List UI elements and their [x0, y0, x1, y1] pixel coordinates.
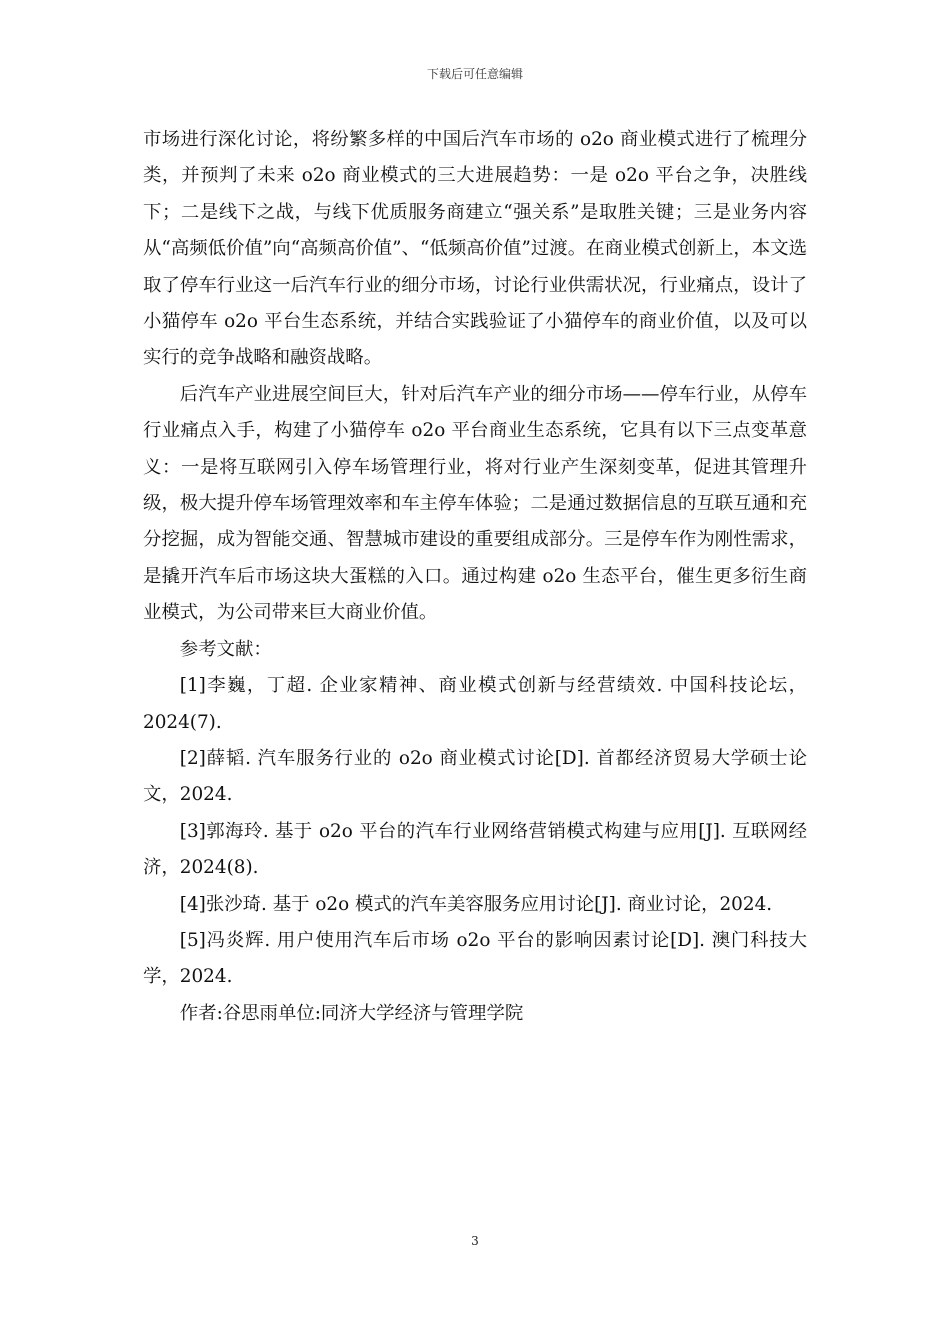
- page-header: 下载后可任意编辑: [426, 67, 523, 81]
- reference-item-5: [5]冯炎辉. 用户使用汽车后市场 o2o 平台的影响因素讨论[D]. 澳门科技大学，2024.: [143, 929, 807, 988]
- reference-item-3: [3]郭海玲. 基于 o2o 平台的汽车行业网络营销模式构建与应用[J]. 互联网经济，2024(8).: [143, 820, 807, 879]
- page-number: 3: [471, 1234, 479, 1248]
- reference-item-2: [2]薛韬. 汽车服务行业的 o2o 商业模式讨论[D]. 首都经济贸易大学硕士论文，2024.: [143, 747, 807, 806]
- reference-item-4: [4]张沙琦. 基于 o2o 模式的汽车美容服务应用讨论[J]. 商业讨论，2024.: [179, 893, 773, 915]
- references-heading: 参考文献：: [179, 638, 272, 660]
- author-affiliation: 作者:谷思雨单位:同济大学经济与管理学院: [179, 1002, 524, 1024]
- reference-item-1: [1]李巍，丁超. 企业家精神、商业模式创新与经营绩效. 中国科技论坛，2024(7).: [143, 675, 807, 733]
- body-paragraph-1: 市场进行深化讨论，将纷繁多样的中国后汽车市场的 o2o 商业模式进行了梳理分类，并预判了未来 o2o 商业模式的三大进展趋势：一是 o2o 平台之争，决胜线下；二是线下之战，与线下优质服务商建立“强关系”是取胜关键；三是业务内容从“高频低价值”向“高频高价值”、“低频高价值”过渡。在商业模式创新上，本文选取了停车行业这一后汽车行业的细分市场，讨论行业供需状况，行业痛点，设计了小猫停车 o2o 平台生态系统，并结合实践验证了小猫停车的商业价值，以及可以实行的竞争战略和融资战略。: [143, 129, 807, 369]
- body-paragraph-2: 后汽车产业进展空间巨大，针对后汽车产业的细分市场——停车行业，从停车行业痛点入手，构建了小猫停车 o2o 平台商业生态系统，它具有以下三点变革意义：一是将互联网引入停车场管理行业，将对行业产生深刻变革，促进其管理升级，极大提升停车场管理效率和车主停车体验；二是通过数据信息的互联互通和充分挖掘，成为智能交通、智慧城市建设的重要组成部分。三是停车作为刚性需求，是撬开汽车后市场这块大蛋糕的入口。通过构建 o2o 生态平台，催生更多衍生商业模式，为公司带来巨大商业价值。: [143, 383, 807, 624]
- document-body: [143, 122, 807, 1032]
